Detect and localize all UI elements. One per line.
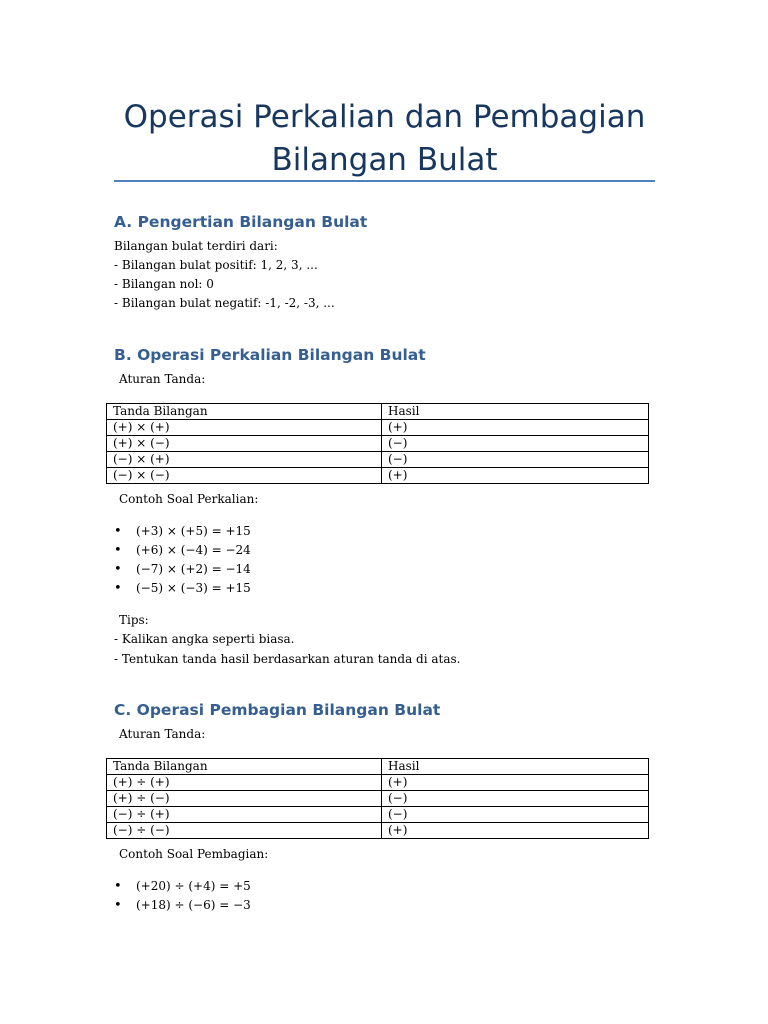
table-cell: (−) ÷ (−) bbox=[107, 823, 382, 839]
section-a-line: - Bilangan bulat negatif: -1, -2, -3, ... bbox=[114, 296, 335, 310]
example-text: (+20) ÷ (+4) = +5 bbox=[136, 879, 251, 893]
table-row bbox=[107, 775, 649, 791]
table-row bbox=[107, 452, 649, 468]
table-cell: (+) bbox=[382, 775, 649, 791]
division-examples-list bbox=[114, 877, 251, 915]
section-b-rule-label: Aturan Tanda: bbox=[119, 372, 206, 386]
table-cell: (+) bbox=[382, 420, 649, 436]
bullet-icon: • bbox=[114, 879, 122, 894]
section-a-heading: A. Pengertian Bilangan Bulat bbox=[114, 213, 368, 231]
section-c-examples-label: Contoh Soal Pembagian: bbox=[119, 847, 269, 861]
example-text: (+18) ÷ (−6) = −3 bbox=[136, 898, 251, 912]
list-item bbox=[114, 877, 251, 896]
table-cell: (+) ÷ (+) bbox=[107, 775, 382, 791]
example-text: (−7) × (+2) = −14 bbox=[136, 562, 251, 576]
example-text: (−5) × (−3) = +15 bbox=[136, 581, 251, 595]
bullet-icon: • bbox=[114, 581, 122, 596]
tips-label: Tips: bbox=[119, 613, 149, 627]
title-underline bbox=[114, 180, 655, 182]
table-cell: (−) ÷ (+) bbox=[107, 807, 382, 823]
table-cell: (−) bbox=[382, 452, 649, 468]
section-c-heading: C. Operasi Pembagian Bilangan Bulat bbox=[114, 701, 441, 719]
table-row bbox=[107, 823, 649, 839]
table-cell: (+) bbox=[382, 468, 649, 484]
table-cell: (+) × (−) bbox=[107, 436, 382, 452]
list-item bbox=[114, 522, 251, 541]
table-cell: (+) bbox=[382, 823, 649, 839]
document-title bbox=[114, 96, 655, 182]
table-cell: (−) bbox=[382, 436, 649, 452]
list-item bbox=[114, 541, 251, 560]
table-header-cell: Tanda Bilangan bbox=[107, 759, 382, 775]
tips-line: - Kalikan angka seperti biasa. bbox=[114, 632, 295, 646]
table-row bbox=[107, 468, 649, 484]
title-line-2: Bilangan Bulat bbox=[271, 142, 498, 178]
list-item bbox=[114, 896, 251, 915]
title-line-1: Operasi Perkalian dan Pembagian bbox=[123, 99, 646, 135]
table-header-cell: Hasil bbox=[382, 759, 649, 775]
table-cell: (−) × (+) bbox=[107, 452, 382, 468]
section-b-examples-label: Contoh Soal Perkalian: bbox=[119, 492, 259, 506]
table-cell: (−) × (−) bbox=[107, 468, 382, 484]
example-text: (+6) × (−4) = −24 bbox=[136, 543, 251, 557]
table-row bbox=[107, 436, 649, 452]
table-cell: (+) × (+) bbox=[107, 420, 382, 436]
bullet-icon: • bbox=[114, 898, 122, 913]
multiplication-examples-list bbox=[114, 522, 251, 598]
tips-line: - Tentukan tanda hasil berdasarkan aturan tanda di atas. bbox=[114, 652, 461, 666]
division-sign-table bbox=[106, 758, 649, 839]
table-header-row bbox=[107, 759, 649, 775]
table-cell: (−) bbox=[382, 791, 649, 807]
list-item bbox=[114, 560, 251, 579]
table-cell: (+) ÷ (−) bbox=[107, 791, 382, 807]
bullet-icon: • bbox=[114, 543, 122, 558]
multiplication-sign-table bbox=[106, 403, 649, 484]
bullet-icon: • bbox=[114, 524, 122, 539]
bullet-icon: • bbox=[114, 562, 122, 577]
table-header-row bbox=[107, 404, 649, 420]
section-a-line: - Bilangan nol: 0 bbox=[114, 277, 214, 291]
table-cell: (−) bbox=[382, 807, 649, 823]
list-item bbox=[114, 579, 251, 598]
table-row bbox=[107, 420, 649, 436]
table-header-cell: Tanda Bilangan bbox=[107, 404, 382, 420]
table-row bbox=[107, 791, 649, 807]
section-c-rule-label: Aturan Tanda: bbox=[119, 727, 206, 741]
section-a-line: - Bilangan bulat positif: 1, 2, 3, ... bbox=[114, 258, 318, 272]
section-a-line: Bilangan bulat terdiri dari: bbox=[114, 239, 278, 253]
section-b-heading: B. Operasi Perkalian Bilangan Bulat bbox=[114, 346, 426, 364]
example-text: (+3) × (+5) = +15 bbox=[136, 524, 251, 538]
table-header-cell: Hasil bbox=[382, 404, 649, 420]
table-row bbox=[107, 807, 649, 823]
